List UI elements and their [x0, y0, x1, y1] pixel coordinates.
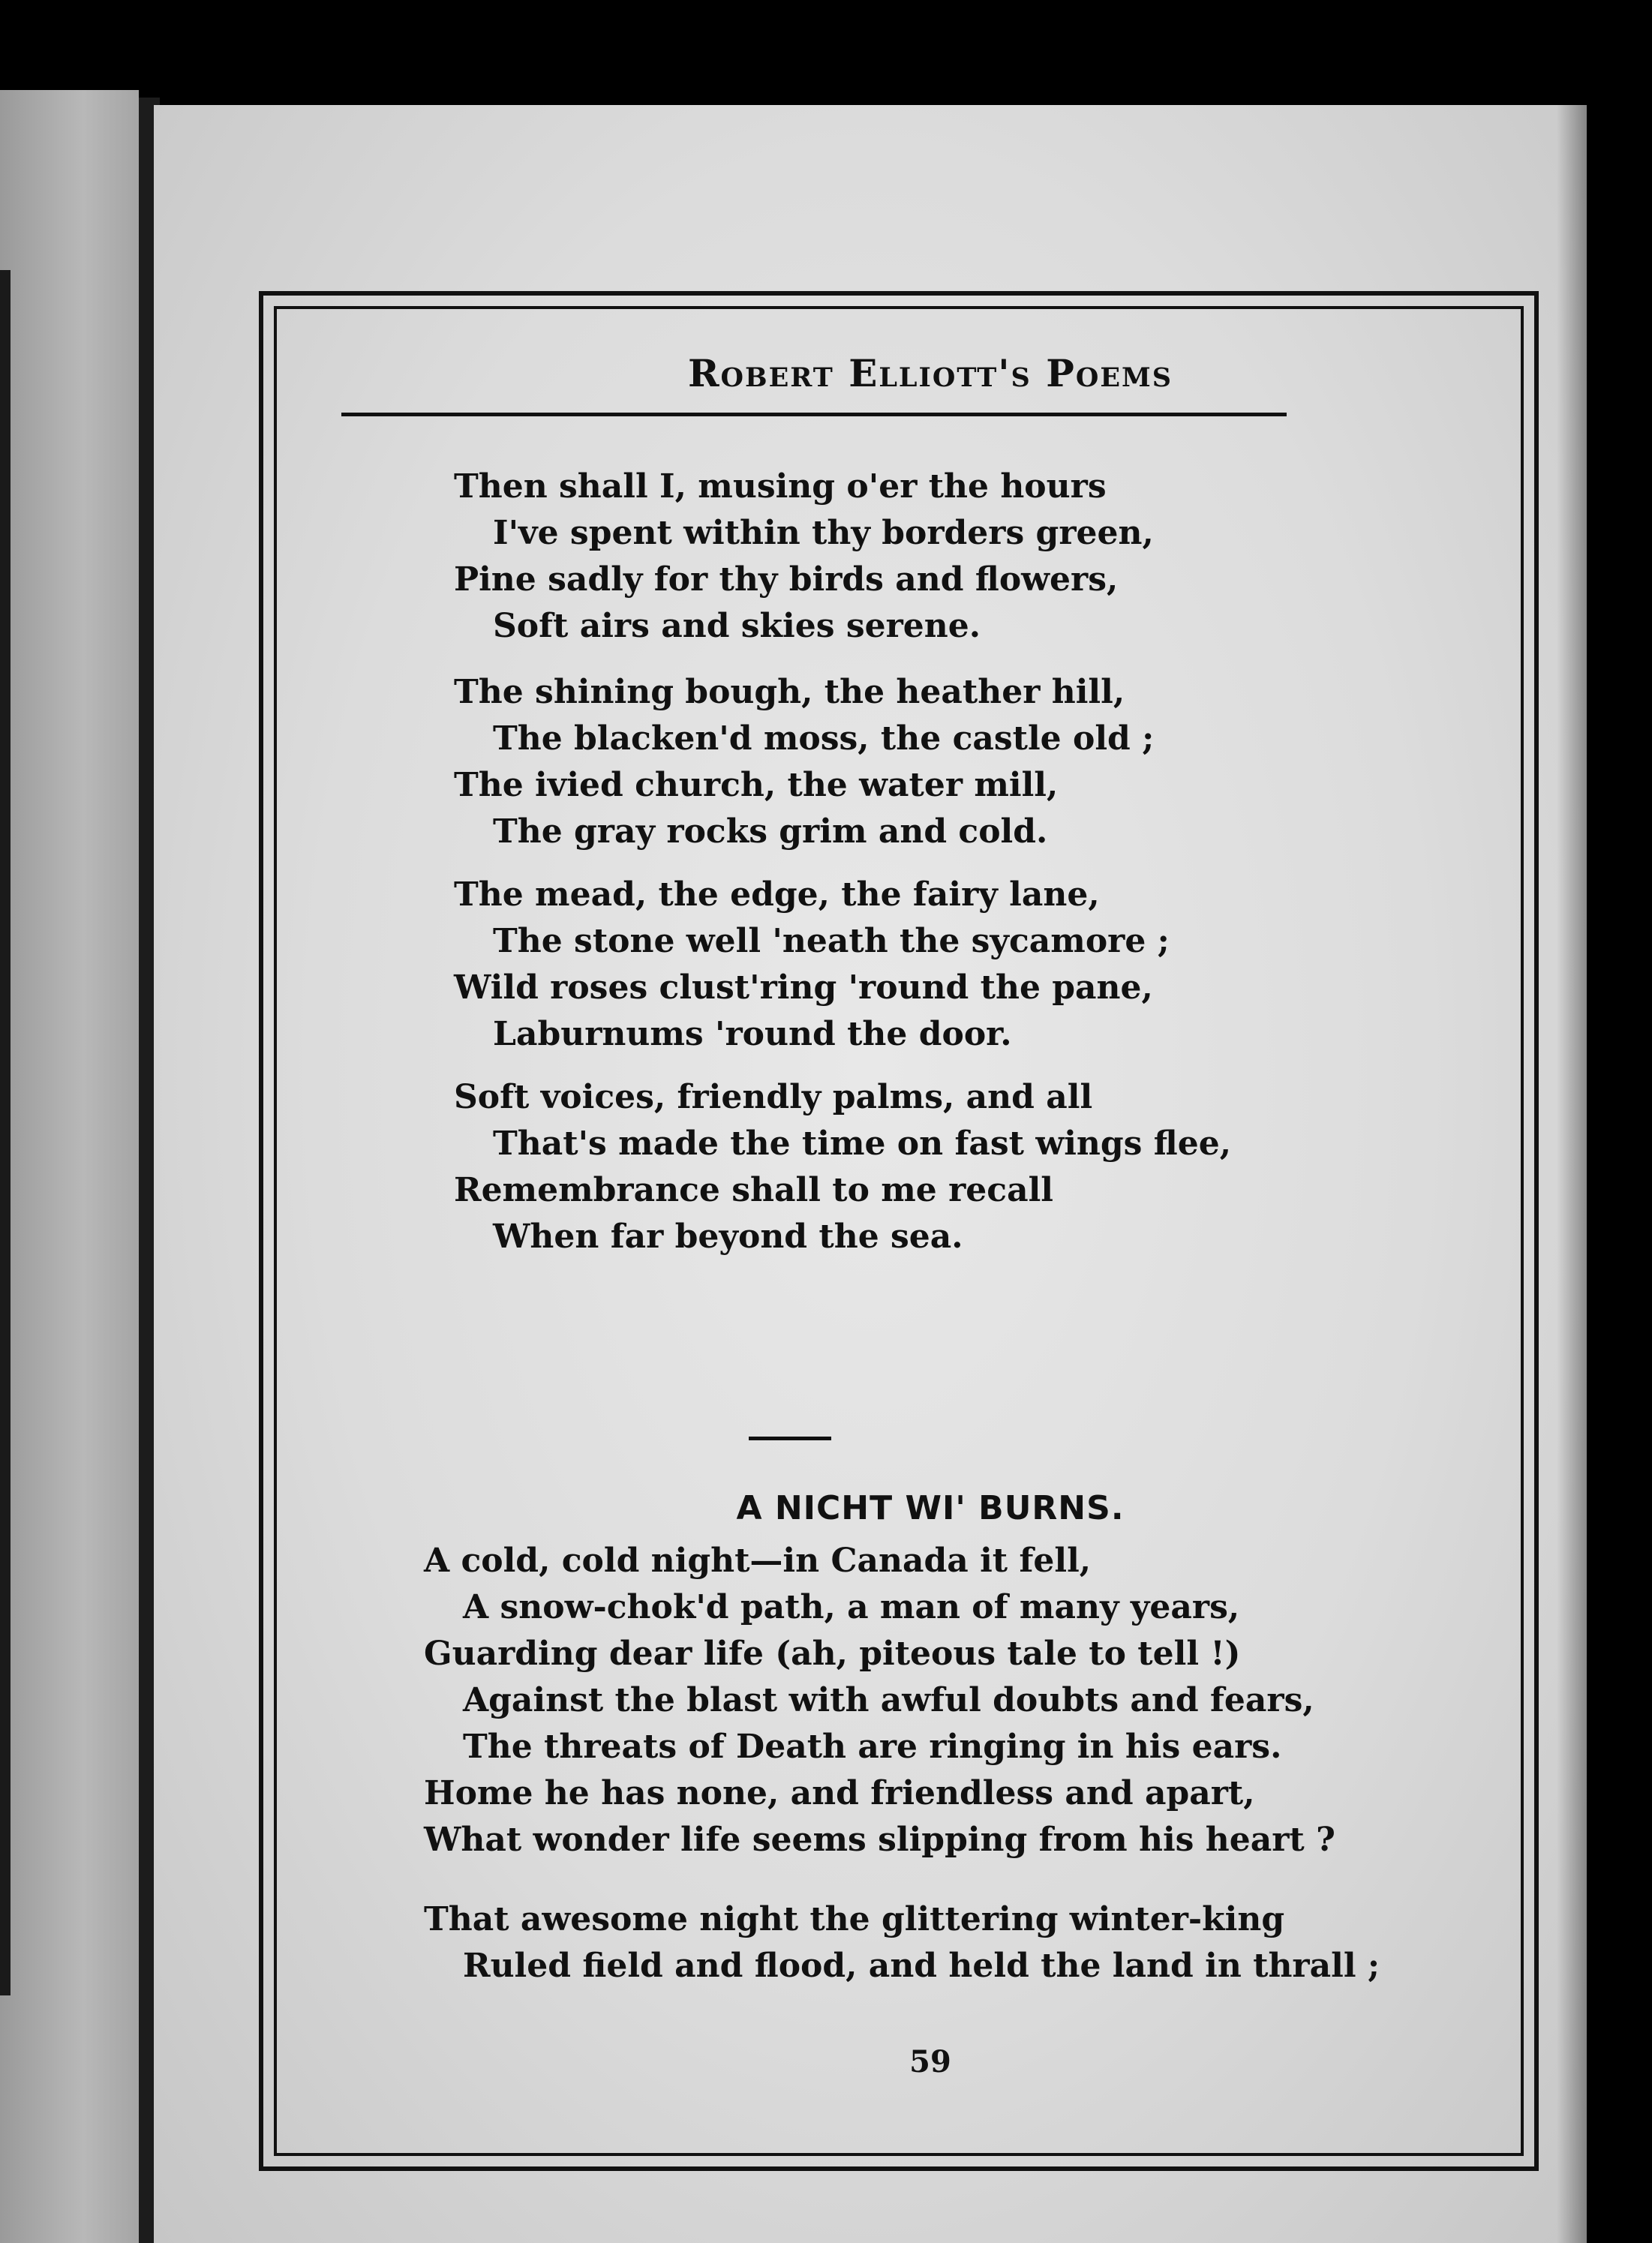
- poem-title: A NICHT WI' BURNS.: [736, 1489, 1125, 1527]
- stanza-4: [454, 1074, 1429, 1260]
- poem-line: Then shall I, musing o'er the hours: [454, 467, 1107, 506]
- book-page: [154, 105, 1587, 2243]
- facing-page-frame-rule: [0, 270, 11, 1995]
- poem-line: Laburnums 'round the door.: [493, 1015, 1012, 1053]
- poem-line: Ruled field and flood, and held the land in thrall ;: [463, 1947, 1380, 1985]
- poem-line: A cold, cold night—in Canada it fell,: [424, 1542, 1092, 1580]
- poem-line: Home he has none, and friendless and apart,: [424, 1774, 1255, 1812]
- poem-line: Wild roses clust'ring 'round the pane,: [454, 968, 1153, 1007]
- poem-line: That's made the time on fast wings flee,: [493, 1125, 1232, 1163]
- stanza-3: [454, 872, 1429, 1058]
- poem-line: The threats of Death are ringing in his ears.: [463, 1728, 1282, 1766]
- poem-line: The mead, the edge, the fairy lane,: [454, 875, 1100, 914]
- running-head: Robert Elliott's Poems: [687, 351, 1173, 395]
- running-head-rule: [341, 413, 1287, 416]
- poem-line: The shining bough, the heather hill,: [454, 673, 1125, 711]
- section-divider: [749, 1437, 831, 1440]
- poem-line: I've spent within thy borders green,: [493, 514, 1154, 552]
- poem-line: What wonder life seems slipping from his heart ?: [424, 1821, 1335, 1859]
- poem-line: A snow-chok'd path, a man of many years,: [463, 1588, 1240, 1626]
- stanza-6: [424, 1896, 1399, 1989]
- poem-line: Soft voices, friendly palms, and all: [454, 1078, 1093, 1116]
- page-edge-shadow: [1557, 105, 1587, 2243]
- poem-line: Against the blast with awful doubts and fears,: [463, 1681, 1314, 1719]
- poem-line: The gray rocks grim and cold.: [493, 812, 1048, 851]
- facing-page-edge: [0, 90, 139, 2243]
- poem-line: The stone well 'neath the sycamore ;: [493, 922, 1170, 960]
- poem-line: When far beyond the sea.: [493, 1218, 963, 1256]
- poem-line: The ivied church, the water mill,: [454, 766, 1059, 804]
- poem-line: Soft airs and skies serene.: [493, 607, 981, 645]
- poem-line: Pine sadly for thy birds and flowers,: [454, 560, 1119, 599]
- poem-line: The blacken'd moss, the castle old ;: [493, 719, 1155, 758]
- page-number: 59: [909, 2044, 951, 2079]
- poem-line: Guarding dear life (ah, piteous tale to tell !): [424, 1635, 1241, 1673]
- poem-line: That awesome night the glittering winter-king: [424, 1900, 1285, 1938]
- stanza-5: [424, 1538, 1399, 1863]
- stanza-2: [454, 669, 1429, 855]
- poem-line: Remembrance shall to me recall: [454, 1171, 1054, 1209]
- stanza-1: [454, 464, 1429, 650]
